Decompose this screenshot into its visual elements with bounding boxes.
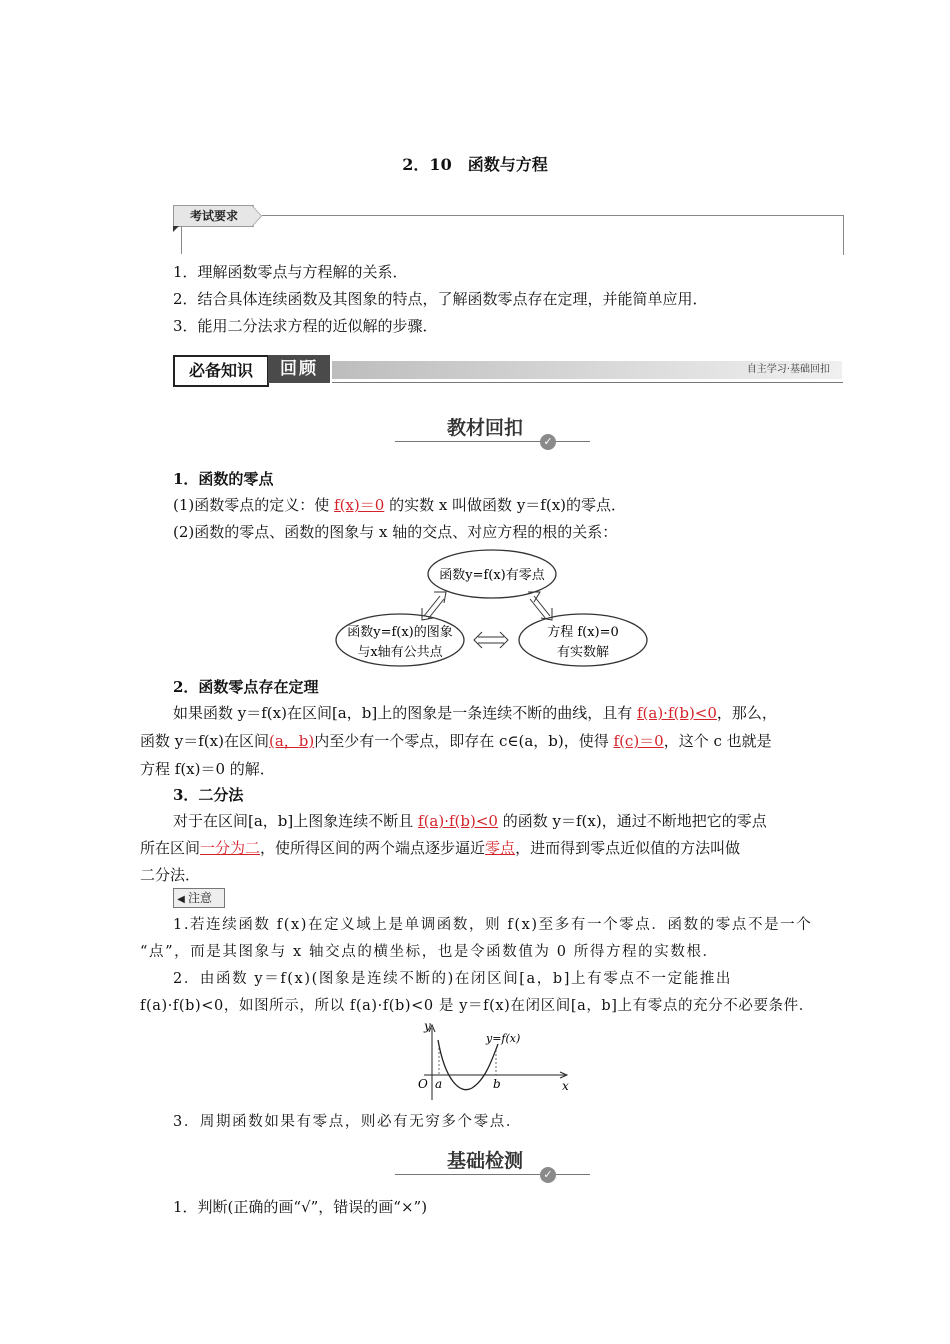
answer-blank: 一分为二 xyxy=(200,839,261,857)
x-label: x xyxy=(562,1079,569,1093)
text: ，使所得区间的两个端点逐步逼近 xyxy=(260,839,486,857)
left-text-2: 与x轴有公共点 xyxy=(357,645,443,660)
exam-item-2: 2．结合具体连续函数及其图象的特点，了解函数零点存在定理，并能简单应用． xyxy=(173,290,708,308)
bisection-line-2 xyxy=(140,838,815,858)
a-label: a xyxy=(435,1077,443,1091)
page-title: 2．10 函数与方程 xyxy=(402,155,548,174)
section-label-highlight: 回顾 xyxy=(268,355,330,383)
double-arrow-middle xyxy=(474,632,508,648)
right-text-1: 方程 f(x)=0 xyxy=(547,625,619,640)
text: 如果函数 y＝f(x)在区间[a，b]上的图象是一条连续不断的曲线，且有 xyxy=(173,704,637,722)
exam-requirement-tab: 考试要求 xyxy=(173,205,254,227)
section-banner-rule xyxy=(332,382,843,383)
note-2-line-1: 2．由函数 y＝f(x)(图象是连续不断的)在闭区间[a，b]上有零点不一定能推出 xyxy=(173,971,733,987)
curve xyxy=(438,1040,498,1090)
right-text-2: 有实数解 xyxy=(556,645,610,660)
banner-left-rule xyxy=(181,226,182,254)
answer-blank: (a，b) xyxy=(268,732,315,750)
theorem-line-2 xyxy=(140,731,815,751)
question-1: 1．判断(正确的画“√”，错误的画“×”) xyxy=(173,1198,428,1216)
answer-blank: 零点 xyxy=(485,839,516,857)
text: 对于在区间[a，b]上图象连续不断且 xyxy=(173,812,419,830)
banner-right-rule xyxy=(843,215,844,255)
text: ，那么， xyxy=(716,704,777,722)
bisection-line-3: 二分法． xyxy=(140,866,201,884)
tab-arrow-inner xyxy=(252,206,261,226)
zero-definition xyxy=(173,495,813,515)
theorem-line-3: 方程 f(x)＝0 的解． xyxy=(140,760,275,778)
relation-diagram xyxy=(330,548,660,673)
origin-label: O xyxy=(418,1077,428,1091)
heading-zero: 1．函数的零点 xyxy=(173,470,274,488)
subheading-text: 基础检测 xyxy=(446,1150,523,1172)
note-1-line-1: 1.若连续函数 f(x)在定义域上是单调函数，则 f(x)至多有一个零点．函数的零点不是一个 xyxy=(173,917,813,933)
answer-blank: f(x)＝0 xyxy=(334,496,385,514)
note-badge xyxy=(173,888,225,908)
note-label: 注意 xyxy=(188,891,213,905)
subheading-basic-test xyxy=(395,1146,595,1186)
text: (1)函数零点的定义：使 xyxy=(173,496,335,514)
exam-item-3: 3．能用二分法求方程的近似解的步骤． xyxy=(173,317,438,335)
text: 函数 y＝f(x)在区间 xyxy=(140,732,269,750)
section-label: 必备知识 xyxy=(173,355,269,387)
theorem-line-1 xyxy=(173,703,813,723)
banner-top-rule xyxy=(262,215,844,216)
text: ，进而得到零点近似值的方法叫做 xyxy=(515,839,741,857)
top-text: 函数y=f(x)有零点 xyxy=(439,568,545,583)
speaker-icon: ◀ xyxy=(177,894,185,905)
note-3: 3．周期函数如果有零点，则必有无穷多个零点． xyxy=(173,1114,522,1130)
note-2-line-2: f(a)·f(b)<0，如图所示，所以 f(a)·f(b)<0 是 y＝f(x)在闭区间[a，b]上有零点的充分不必要条件． xyxy=(140,998,814,1014)
text: 的实数 x 叫做函数 y＝f(x)的零点． xyxy=(384,496,627,514)
subheading-rule xyxy=(395,1174,590,1175)
function-graph xyxy=(410,1020,575,1105)
banner-corner xyxy=(173,226,179,232)
answer-blank: f(a)·f(b)<0 xyxy=(636,704,717,722)
b-label: b xyxy=(493,1077,501,1091)
check-icon: ✓ xyxy=(540,434,556,450)
heading-theorem: 2．函数零点存在定理 xyxy=(173,678,319,696)
text: 内至少有一个零点，即存在 c∈(a，b)，使得 xyxy=(314,732,614,750)
heading-bisection: 3．二分法 xyxy=(173,786,244,804)
section-subtitle: 自主学习·基础回扣 xyxy=(746,364,830,375)
note-1-line-2: “点”，而是其图象与 x 轴交点的横坐标，也是令函数值为 0 所得方程的实数根． xyxy=(140,944,719,960)
bisection-line-1 xyxy=(173,811,813,831)
text: 所在区间 xyxy=(140,839,201,857)
zero-relation: (2)函数的零点、函数的图象与 x 轴的交点、对应方程的根的关系： xyxy=(173,523,618,541)
text: 的函数 y＝f(x)，通过不断地把它的零点 xyxy=(497,812,767,830)
subheading-textbook-review xyxy=(395,413,595,453)
double-arrow-right xyxy=(528,592,552,620)
answer-blank: f(a)·f(b)<0 xyxy=(418,812,498,830)
subheading-rule xyxy=(395,441,590,442)
exam-item-1: 1．理解函数零点与方程解的关系． xyxy=(173,263,408,281)
answer-blank: f(c)＝0 xyxy=(613,732,664,750)
check-icon: ✓ xyxy=(540,1167,556,1183)
y-label: y xyxy=(424,1020,431,1033)
text: ，这个 c 也就是 xyxy=(663,732,772,750)
subheading-text: 教材回扣 xyxy=(446,417,523,439)
left-text-1: 函数y=f(x)的图象 xyxy=(347,625,453,640)
function-label: y=f(x) xyxy=(486,1032,521,1045)
